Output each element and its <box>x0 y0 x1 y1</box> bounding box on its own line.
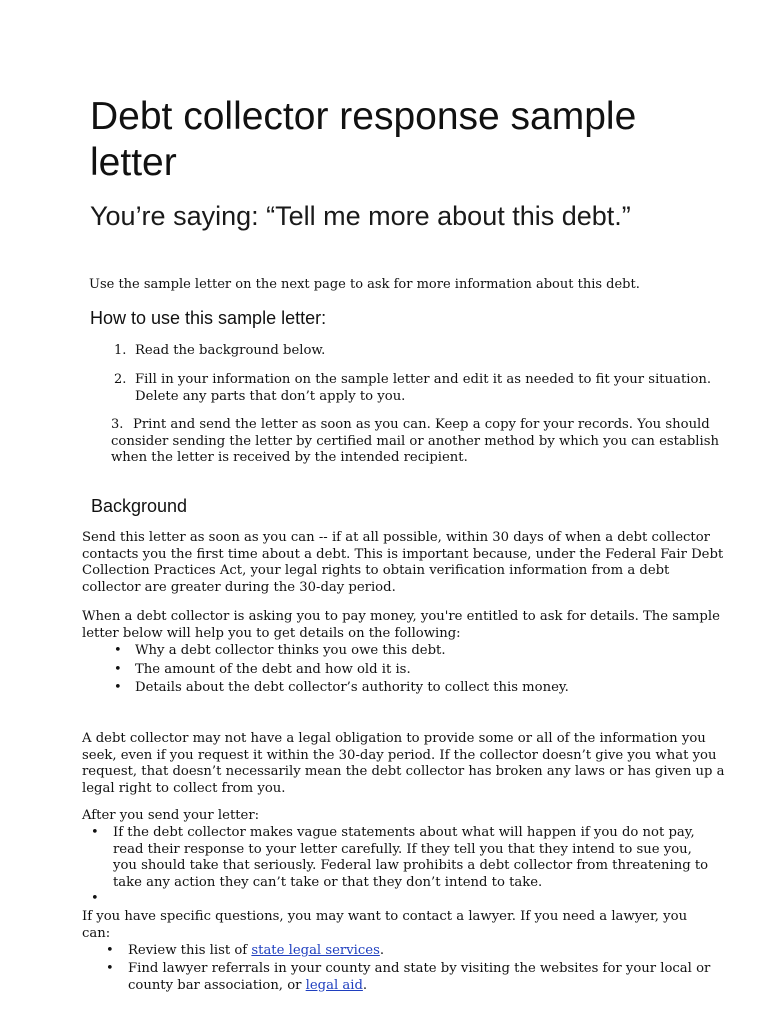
state-legal-services-link[interactable]: state legal services <box>251 943 380 958</box>
step-number: 3. <box>111 417 124 432</box>
paragraph-line: contacts you the first time about a debt. This is important because, under the Federal Fair Debt <box>82 546 724 562</box>
legal-aid-link[interactable]: legal aid <box>305 977 363 993</box>
lawyer-bullet-2 <box>128 961 718 994</box>
step-number: 1. <box>114 343 127 358</box>
step-text <box>135 372 725 405</box>
step-number: 2. <box>114 372 127 387</box>
paragraph-line: If you have specific questions, you may want to contact a lawyer. If you need a lawyer, you <box>82 909 688 924</box>
paragraph-line: A debt collector may not have a legal obligation to provide some or all of the information you <box>82 731 706 746</box>
paragraph-line: Send this letter as soon as you can -- if at all possible, within 30 days of when a debt collector <box>82 530 710 545</box>
step-line: when the letter is received by the intended recipient. <box>111 450 468 466</box>
paragraph-line: you should take that seriously. Federal law prohibits a debt collector from threatening to <box>113 858 709 874</box>
list-item: The amount of the debt and how old it is. <box>135 662 411 677</box>
paragraph-line <box>128 943 718 960</box>
bullet-glyph: • <box>106 943 114 958</box>
lawyer-bullet-2-prefix: county bar association, or <box>128 977 306 993</box>
paragraph-line: request, that doesn’t necessarily mean the debt collector has broken any laws or has given up a <box>82 764 725 780</box>
paragraph-line: can: <box>82 925 111 941</box>
document-title: Debt collector response sample letter <box>90 95 637 184</box>
bullet-glyph: • <box>91 891 99 906</box>
paragraph-line: When a debt collector is asking you to pay money, you're entitled to ask for details. The sample <box>82 609 720 624</box>
background-paragraph-2 <box>82 609 720 642</box>
document-subtitle: You’re saying: “Tell me more about this debt.” <box>90 201 631 231</box>
bullet-glyph: • <box>106 961 114 976</box>
step-text <box>133 417 723 434</box>
list-item: Details about the debt collector’s authority to collect this money. <box>135 680 569 695</box>
paragraph-line: If the debt collector makes vague statements about what will happen if you do not pay, <box>113 825 695 840</box>
step-line: Delete any parts that don’t apply to you. <box>135 388 406 404</box>
intro-text: Use the sample letter on the next page to ask for more information about this debt. <box>89 277 640 292</box>
lawyer-bullet-1-suffix: . <box>379 943 385 958</box>
bullet-glyph: • <box>91 825 99 840</box>
howto-heading: How to use this sample letter: <box>90 308 327 328</box>
paragraph-line: legal right to collect from you. <box>82 780 286 796</box>
bullet-glyph: • <box>114 662 122 677</box>
bullet-glyph: • <box>114 680 122 695</box>
lawyer-paragraph <box>82 909 688 942</box>
lawyer-bullet-1-prefix: Review this list of <box>128 943 252 958</box>
step-line: Print and send the letter as soon as you can. Keep a copy for your records. You should <box>133 417 710 432</box>
background-heading: Background <box>91 496 188 516</box>
after-bullet-text <box>113 825 709 891</box>
bullet-glyph: • <box>114 643 122 658</box>
paragraph-line: Collection Practices Act, your legal rights to obtain verification information from a debt <box>82 563 670 579</box>
step-text-continued <box>111 433 719 467</box>
paragraph-line: take any action they can’t take or that they don’t intend to take. <box>113 874 543 890</box>
paragraph-line: collector are greater during the 30-day period. <box>82 579 396 595</box>
lawyer-bullet-1 <box>128 943 718 960</box>
step-line: Read the background below. <box>135 343 326 358</box>
paragraph-line: seek, even if you request it within the 30-day period. If the collector doesn’t give you what you <box>82 747 717 763</box>
background-paragraph-1 <box>82 530 724 596</box>
after-label: After you send your letter: <box>82 808 260 823</box>
list-item: Why a debt collector thinks you owe this debt. <box>135 643 446 658</box>
step-line: Fill in your information on the sample letter and edit it as needed to fit your situation. <box>135 372 712 387</box>
paragraph-line: read their response to your letter carefully. If they tell you that they intend to sue you, <box>113 841 692 857</box>
step-line: consider sending the letter by certified mail or another method by which you can establish <box>111 433 719 449</box>
paragraph-line <box>128 978 718 995</box>
paragraph-line: Find lawyer referrals in your county and state by visiting the websites for your local or <box>128 961 711 976</box>
step-text <box>135 343 725 360</box>
background-paragraph-3 <box>82 731 725 797</box>
paragraph-line: letter below will help you to get details on the following: <box>82 625 461 641</box>
lawyer-bullet-2-suffix: . <box>362 977 368 993</box>
